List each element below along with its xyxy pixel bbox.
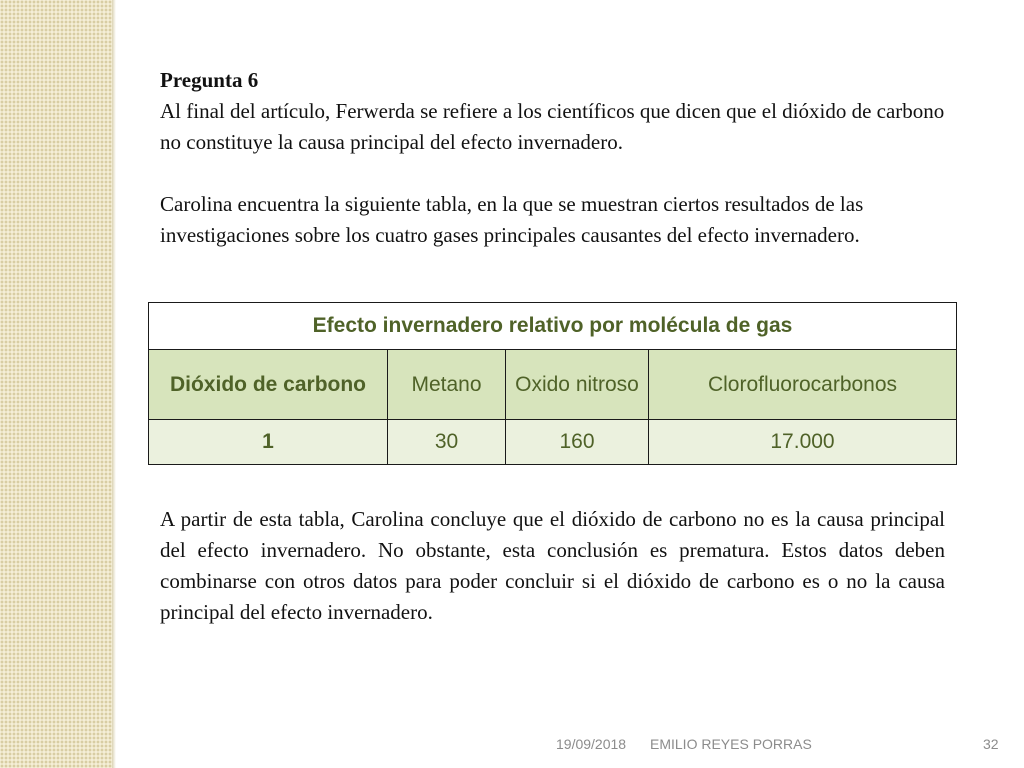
- conclusion-paragraph: A partir de esta tabla, Carolina concluye que el dióxido de carbono no es la causa principal del efecto invernadero. No obstante, esta conclusión es prematura. Estos datos deben combinarse con otros datos para poder concluir si el dióxido de carbono es o no la causa principal del efecto invernadero.: [160, 507, 945, 624]
- column-header-nitrous-oxide: Oxido nitroso: [506, 350, 649, 420]
- footer-date: 19/09/2018: [556, 736, 627, 752]
- paragraph-spacer: [160, 158, 955, 189]
- side-strip-edge: [112, 0, 116, 768]
- question-title: Pregunta 6: [160, 68, 259, 92]
- greenhouse-gas-table: [148, 302, 957, 465]
- column-header-methane: Metano: [388, 350, 506, 420]
- value-co2: 1: [149, 420, 388, 465]
- decorative-side-strip: [0, 0, 112, 768]
- footer-page-number: 32: [983, 736, 999, 752]
- question-text-block: [160, 65, 955, 251]
- question-intro: Al final del artículo, Ferwerda se refiere a los científicos que dicen que el dióxido de carbono no constituye la causa principal del efecto invernadero.: [160, 99, 945, 154]
- table-title: Efecto invernadero relativo por molécula de gas: [149, 303, 957, 350]
- column-header-cfc: Clorofluorocarbonos: [649, 350, 957, 420]
- table-title-row: [149, 303, 957, 350]
- footer-author: EMILIO REYES PORRAS: [650, 736, 812, 752]
- table-header-row: [149, 350, 957, 420]
- value-cfc: 17.000: [649, 420, 957, 465]
- table-row: [149, 420, 957, 465]
- question-context: Carolina encuentra la siguiente tabla, en la que se muestran ciertos resultados de las investigaciones sobre los cuatro gases principales causantes del efecto invernadero.: [160, 192, 864, 247]
- value-nitrous-oxide: 160: [506, 420, 649, 465]
- value-methane: 30: [388, 420, 506, 465]
- column-header-co2: Dióxido de carbono: [149, 350, 388, 420]
